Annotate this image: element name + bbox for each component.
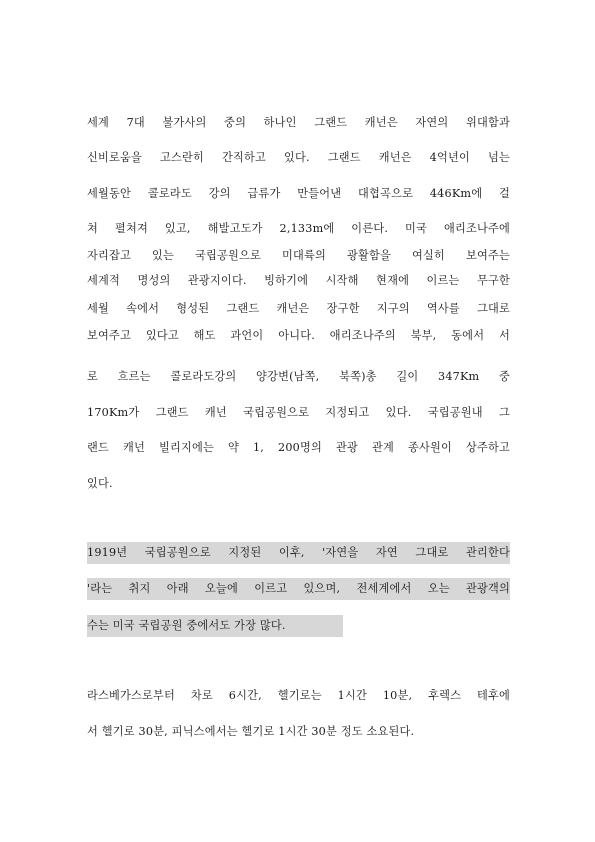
paragraph-3-line-2: 서 헬기로 30분, 피닉스에서는 헬기로 1시간 30분 정도 소요된다. xyxy=(87,725,415,738)
paragraph-1-line-4: 쳐 펼쳐져 있고, 해발고도가 2,133m에 이른다. 미국 애리조나주에 xyxy=(87,222,510,235)
paragraph-1-line-2: 신비로움을 고스란히 간직하고 있다. 그랜드 캐넌은 4억년이 넘는 xyxy=(87,151,510,164)
paragraph-1-line-1: 세계 7대 불가사의 중의 하나인 그랜드 캐넌은 자연의 위대함과 xyxy=(87,116,510,129)
paragraph-1-line-12: 있다. xyxy=(87,477,113,490)
paragraph-1-line-11: 랜드 캐넌 빌리지에는 약 1, 200명의 관광 관계 종사원이 상주하고 xyxy=(87,441,510,454)
paragraph-1-line-9: 로 흐르는 콜로라도강의 양강변(남쪽, 북쪽)총 길이 347Km 중 xyxy=(87,370,510,383)
paragraph-1-line-8: 보여주고 있다고 해도 과언이 아니다. 애리조나주의 북부, 동에서 서 xyxy=(87,329,510,342)
paragraph-2-line-2: '라는 취지 아래 오늘에 이르고 있으며, 전세계에서 오는 관광객의 xyxy=(87,578,510,600)
paragraph-1-line-5: 자리잡고 있는 국립공원으로 미대륙의 광활함을 여실히 보여주는 xyxy=(87,249,510,262)
paragraph-1-line-7: 세월 속에서 형성된 그랜드 캐넌은 장구한 지구의 역사를 그대로 xyxy=(87,302,510,315)
paragraph-2-line-3: 수는 미국 국립공원 중에서도 가장 많다. xyxy=(87,615,343,637)
paragraph-1-line-6: 세계적 명성의 관광지이다. 빙하기에 시작해 현재에 이르는 무구한 xyxy=(87,274,510,287)
paragraph-2-line-1: 1919년 국립공원으로 지정된 이후, '자연을 자연 그대로 관리한다 xyxy=(87,542,510,564)
paragraph-3-line-1: 라스베가스로부터 차로 6시간, 헬기로는 1시간 10분, 후렉스 테후에 xyxy=(87,689,510,702)
paragraph-1-line-3: 세월동안 콜로라도 강의 급류가 만들어낸 대협곡으로 446Km에 걸 xyxy=(87,187,510,200)
paragraph-1-line-10: 170Km가 그랜드 캐넌 국립공원으로 지정되고 있다. 국립공원내 그 xyxy=(87,406,510,419)
